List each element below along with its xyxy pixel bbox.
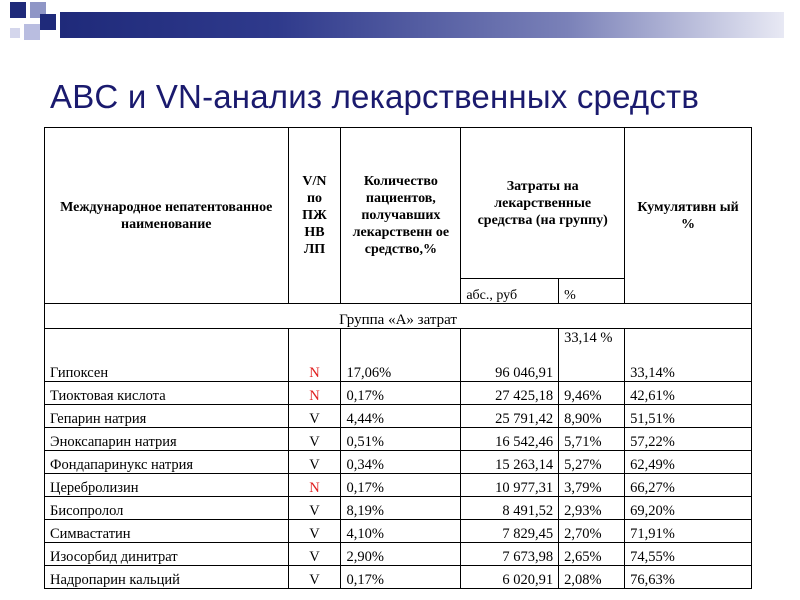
patients-pct: 4,44% <box>341 405 461 428</box>
abc-vn-table <box>44 127 752 589</box>
table-row <box>45 451 752 474</box>
cost-pct: 5,27% <box>559 451 625 474</box>
patients-pct: 0,17% <box>341 566 461 589</box>
vn-class: V <box>288 428 341 451</box>
vn-class: V <box>288 405 341 428</box>
group-label: Группа «А» затрат <box>45 304 752 329</box>
table-row <box>45 497 752 520</box>
cost-abs: 27 425,18 <box>461 382 559 405</box>
cost-pct: 5,71% <box>559 428 625 451</box>
vn-class: N <box>288 329 341 382</box>
cost-abs: 7 673,98 <box>461 543 559 566</box>
cumulative-pct: 69,20% <box>625 497 752 520</box>
table-row <box>45 566 752 589</box>
cost-abs: 8 491,52 <box>461 497 559 520</box>
cost-abs: 96 046,91 <box>461 329 559 382</box>
cumulative-pct: 76,63% <box>625 566 752 589</box>
cost-pct: 2,70% <box>559 520 625 543</box>
decor-square <box>40 14 56 30</box>
header-costs: Затраты на лекарственные средства (на группу) <box>461 128 625 279</box>
vn-class: V <box>288 497 341 520</box>
decor-square <box>10 28 20 38</box>
table-header-row <box>45 128 752 279</box>
cost-abs: 25 791,42 <box>461 405 559 428</box>
vn-class: N <box>288 474 341 497</box>
decor-square <box>24 24 40 40</box>
table-row <box>45 405 752 428</box>
cost-pct: 8,90% <box>559 405 625 428</box>
patients-pct: 2,90% <box>341 543 461 566</box>
patients-pct: 0,17% <box>341 474 461 497</box>
table-row <box>45 543 752 566</box>
drug-name: Гипоксен <box>45 329 289 382</box>
vn-class: V <box>288 543 341 566</box>
patients-pct: 17,06% <box>341 329 461 382</box>
page-title: ABC и VN-анализ лекарственных средств <box>50 78 700 115</box>
cost-abs: 10 977,31 <box>461 474 559 497</box>
table-row <box>45 428 752 451</box>
drug-name: Церебролизин <box>45 474 289 497</box>
patients-pct: 4,10% <box>341 520 461 543</box>
cost-abs: 7 829,45 <box>461 520 559 543</box>
cost-pct: 33,14 % <box>559 329 625 382</box>
drug-name: Фондапаринукс натрия <box>45 451 289 474</box>
group-row <box>45 304 752 329</box>
vn-class: V <box>288 451 341 474</box>
header-name: Международное непатентованное наименование <box>45 128 289 304</box>
cost-pct: 3,79% <box>559 474 625 497</box>
header-cumulative: Кумулятивн ый % <box>625 128 752 304</box>
cost-abs: 15 263,14 <box>461 451 559 474</box>
cumulative-pct: 71,91% <box>625 520 752 543</box>
table-row <box>45 382 752 405</box>
cumulative-pct: 66,27% <box>625 474 752 497</box>
cumulative-pct: 57,22% <box>625 428 752 451</box>
cumulative-pct: 33,14% <box>625 329 752 382</box>
cumulative-pct: 62,49% <box>625 451 752 474</box>
vn-class: V <box>288 520 341 543</box>
vn-class: N <box>288 382 341 405</box>
table-row <box>45 329 752 382</box>
cumulative-pct: 51,51% <box>625 405 752 428</box>
table-row <box>45 520 752 543</box>
cost-pct: 2,93% <box>559 497 625 520</box>
cost-pct: 9,46% <box>559 382 625 405</box>
drug-name: Бисопролол <box>45 497 289 520</box>
header-pct: % <box>559 279 625 304</box>
header-vn: V/N по ПЖ НВ ЛП <box>288 128 341 304</box>
drug-name: Гепарин натрия <box>45 405 289 428</box>
table-row <box>45 474 752 497</box>
cumulative-pct: 74,55% <box>625 543 752 566</box>
patients-pct: 0,34% <box>341 451 461 474</box>
drug-name: Тиоктовая кислота <box>45 382 289 405</box>
drug-name: Изосорбид динитрат <box>45 543 289 566</box>
header-abs: абс., руб <box>461 279 559 304</box>
cumulative-pct: 42,61% <box>625 382 752 405</box>
drug-name: Симвастатин <box>45 520 289 543</box>
vn-class: V <box>288 566 341 589</box>
drug-name: Надропарин кальций <box>45 566 289 589</box>
header-bar <box>60 12 784 38</box>
patients-pct: 0,51% <box>341 428 461 451</box>
drug-name: Эноксапарин натрия <box>45 428 289 451</box>
patients-pct: 8,19% <box>341 497 461 520</box>
cost-abs: 6 020,91 <box>461 566 559 589</box>
cost-pct: 2,08% <box>559 566 625 589</box>
header-patients: Количество пациентов, получавших лекарственн ое средство,% <box>341 128 461 304</box>
cost-pct: 2,65% <box>559 543 625 566</box>
decor-square <box>10 2 26 18</box>
cost-abs: 16 542,46 <box>461 428 559 451</box>
patients-pct: 0,17% <box>341 382 461 405</box>
